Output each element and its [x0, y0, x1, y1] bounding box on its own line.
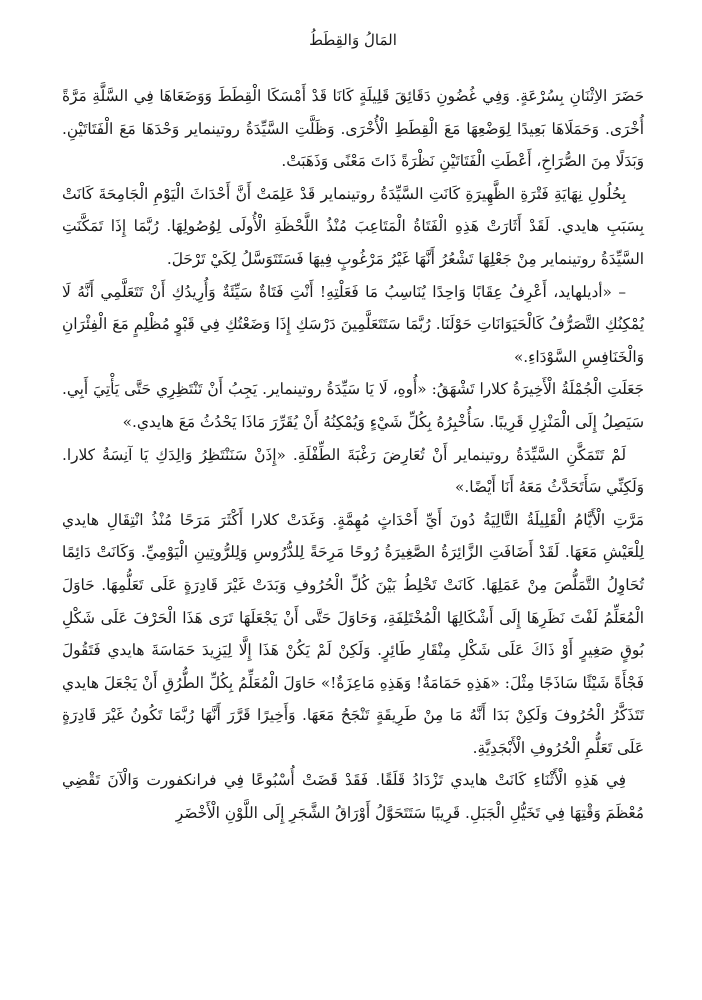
paragraph: بِحُلُولِ نِهَايَةِ فَتْرَةِ الظَّهِيرَةِ كَانَتِ السَّيِّدَةُ روتينماير قَدْ عَلِمَتْ أَنَّ أَحْدَاثَ الْيَوْمِ الْجَامِحَةَ كَانَتْ بِسَبَبِ هايدي. لَقَدْ أَثَارَتْ هَذِهِ الْفَتَاةُ الْمَتَاعِبَ مُنْذُ اللَّحْظَةِ الْأُولَى لِوُصُولِهَا. رُبَّمَا إِذَا تَمَكَّنَتِ السَّيِّدَةُ روتينماير مِنْ جَعْلِهَا تَشْعُرُ أَنَّهَا غَيْرُ مَرْغُوبٍ فِيهَا فَسَتَتَوَسَّلُ لِكَيْ تَرْحَلَ.: [62, 184, 644, 268]
body-text: [62, 80, 644, 830]
paragraph: مَرَّتِ الْأَيَّامُ الْقَلِيلَةُ التَّالِيَةُ دُونَ أَيِّ أَحْدَاثٍ مُهِمَّةٍ. وَغَدَتْ كلارا أَكْثَرَ مَرَحًا مُنْذُ انْتِقَالِ هايدي لِلْعَيْشِ مَعَهَا. لَقَدْ أَضَافَتِ الزَّائِرَةُ الصَّغِيرَةُ رُوحًا مَرِحَةً لِلدُّرُوسِ وَلِلرُّوتِينِ الْيَوْمِيِّ. وَكَانَتْ دَائِمًا تُحَاوِلُ التَّمَلُّصَ مِنْ عَمَلِهَا. كَانَتْ تَخْلِطُ بَيْنَ كُلِّ الْحُرُوفِ وَبَدَتْ غَيْرَ قَادِرَةٍ عَلَى تَعَلُّمِهَا. حَاوَلَ الْمُعَلِّمُ لَفْتَ نَظَرِهَا إِلَى أَشْكَالِهَا الْمُخْتَلِفَةِ، وَحَاوَلَ حَتَّى أَنْ يَجْعَلَهَا تَرَى هَذَا الْحَرْفَ عَلَى شَكْلِ بُوقٍ صَغِيرٍ أَوْ ذَاكَ عَلَى شَكْلِ مِنْقَارِ طَائِرٍ. وَلَكِنْ لَمْ يَكُنْ هَذَا إِلَّا لِيَزِيدَ حَمَاسَةَ هايدي فَتَقُولَ فَجْأَةً شَيْئًا سَاذَجًا مِثْلَ: «هَذِهِ حَمَامَةٌ! وَهَذِهِ مَاعِزَةٌ!» حَاوَلَ الْمُعَلِّمُ بِكُلِّ الطُّرُقِ أَنْ يَجْعَلَ هايدي تَتَذَكَّرُ الْحُرُوفَ وَلَكِنْ بَدَا أَنَّهُ مَا مِنْ طَرِيقَةٍ تَنْجَحُ مَعَهَا. وَأَخِيرًا قَرَّرَ أَنَّهَا رُبَّمَا تَكُونُ غَيْرَ قَادِرَةٍ عَلَى تَعَلُّمِ الْحُرُوفِ الْأَبْجَدِيَّةِ.: [62, 510, 644, 757]
paragraph: جَعَلَتِ الْجُمْلَةُ الْأَخِيرَةُ كلارا تَشْهَقُ: «أُوهِ، لَا يَا سَيِّدَةُ روتينماير. يَجِبُ أَنْ تَنْتَظِرِي حَتَّى يَأْتِيَ أَبِي. سَيَصِلُ إِلَى الْمَنْزِلِ قَرِيبًا. سَأُخْبِرُهُ بِكُلِّ شَيْءٍ وَيُمْكِنُهُ أَنْ يُقَرِّرَ مَاذَا يَحْدُثُ مَعَ هايدي.»: [62, 380, 644, 431]
paragraph: فِي هَذِهِ الْأَثْنَاءِ كَانَتْ هايدي تَزْدَادُ قَلَقًا. فَقَدْ قَضَتْ أُسْبُوعًا فِي فرانكفورت وَالْآنَ تَقْضِي مُعْظَمَ وَقْتِهَا فِي تَخَيُّلِ الْجَبَلِ. قَرِيبًا سَتَتَحَوَّلُ أَوْرَاقُ الشَّجَرِ إِلَى اللَّوْنِ الْأَخْضَرِ: [62, 771, 644, 823]
paragraph: حَضَرَ الاِثْنَانِ بِسُرْعَةٍ. وَفِي غُضُونِ دَقَائِقَ قَلِيلَةٍ كَانَا قَدْ أَمْسَكَا الْقِطَطَ وَوَضَعَاهَا فِي السَّلَّةِ مَرَّةً أُخْرَى. وَحَمَلَاهَا بَعِيدًا لِوَضْعِهَا مَعَ الْقِطَطِ الْأُخْرَى. وَظَلَّتِ السَّيِّدَةُ روتينماير وَحْدَهَا مَعَ الْفَتَاتَيْنِ. وَبَدَلًا مِنَ الصُّرَاخِ، أَعْطَتِ الْفَتَاتَيْنِ نَظْرَةً ذَاتَ مَعْنًى وَذَهَبَتْ.: [62, 87, 644, 171]
page-title: المَالُ وَالقِطَطُ: [309, 31, 397, 49]
paragraph: – «أديلهايد، أَعْرِفُ عِقَابًا وَاحِدًا يُنَاسِبُ مَا فَعَلْتِهِ! أَنْتِ فَتَاةٌ سَيِّئَةٌ وَأُرِيدُكِ أَنْ تَتَعَلَّمِي أَنَّهُ لَا يُمْكِنُكِ التَّصَرُّفُ كَالْحَيَوَانَاتِ حَوْلَنَا. رُبَّمَا سَتَتَعَلَّمِينَ دَرْسَكِ إِذَا وَضَعْتُكِ فِي قَبْوٍ مُظْلِمٍ مَعَ الْفِئْرَانِ وَالْخَنَافِسِ السَّوْدَاءِ.»: [62, 282, 644, 366]
paragraph: لَمْ تَتَمَكَّنِ السَّيِّدَةُ روتينماير أَنْ تُعَارِضَ رَغْبَةَ الطِّفْلَةِ. «إِذَنْ سَنَنْتَظِرُ وَالِدَكِ يَا آنِسَةُ كلارا. وَلَكِنِّي سَأَتَحَدَّثُ مَعَهُ أَنَا أَيْضًا.»: [62, 445, 644, 497]
